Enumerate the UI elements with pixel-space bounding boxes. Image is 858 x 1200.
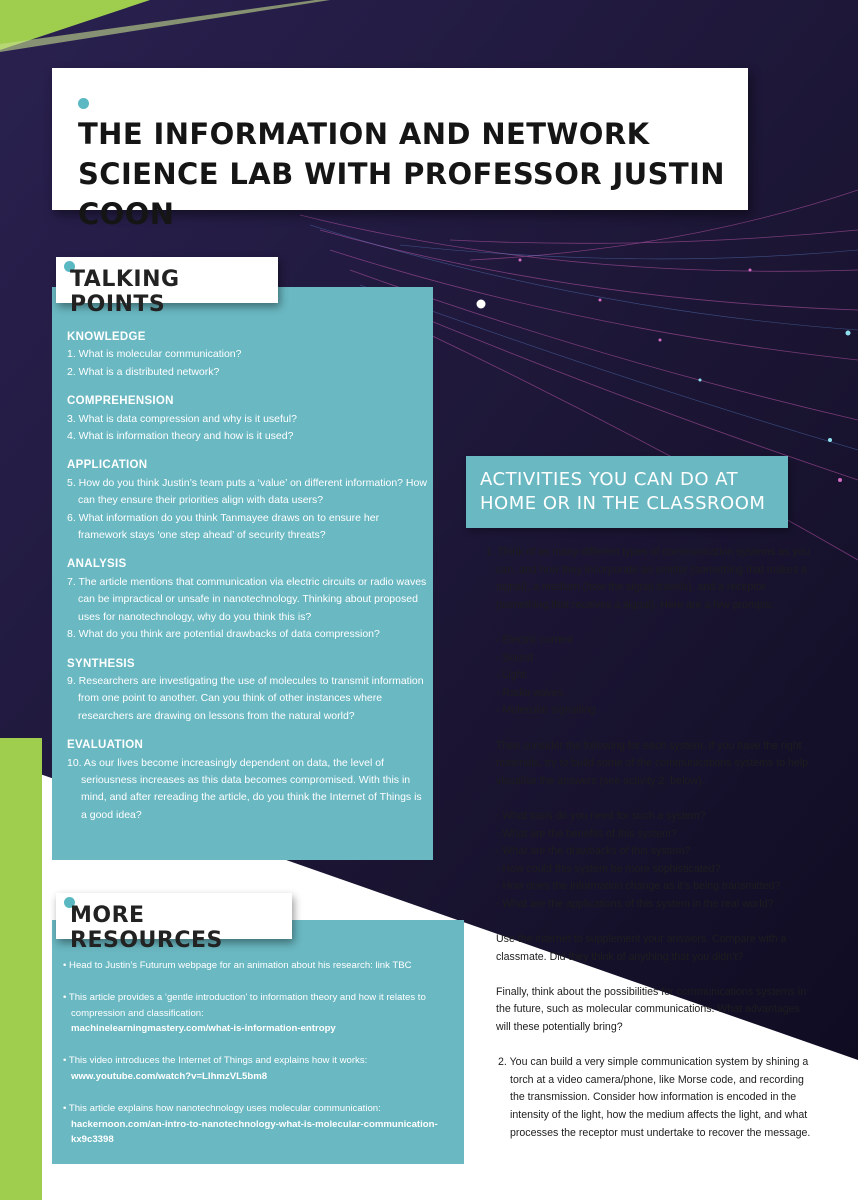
activity-item-2: 2. You can build a very simple communication system by shining a torch at a video camera/phone, like Morse code, and recording the transmission. Consider how information is encoded in the intensity of the light, how the medium affects the light, and what processes the receptor must undertake to recover the message. [498,1056,811,1139]
question-item: 8. What do you think are potential drawbacks of data compression? [67,628,380,641]
resource-item [63,990,458,1037]
section-heading-comprehension: COMPREHENSION [67,395,174,408]
resources-list [63,958,458,1164]
consider-paragraph: Then consider the following for each system. If you have the right materials, try to build some of the communications systems to help visualise the answers (see activity 2, below). [496,739,809,787]
question-line: - What are the drawbacks of this system? [496,845,691,858]
section-heading-evaluation: EVALUATION [67,739,144,752]
bullet-dot-icon [78,98,89,109]
talking-points-heading-card [56,257,278,317]
question-item: 9. Researchers are investigating the use of molecules to transmit information from one point to another. Can you think of other instances where researchers are drawing on lessons from the natural world? [67,674,424,722]
resource-text: • Head to Justin’s Futurum webpage for an animation about his research: link TBC [63,960,412,971]
resource-link[interactable]: machinelearningmastery.com/what-is-information-entropy [71,1023,336,1035]
prompt-item: - Electric current [496,633,574,646]
question-item: 6. What information do you think Tanmayee draws on to ensure her framework stays ‘one step ahead’ of security threats? [67,511,380,542]
section-heading-synthesis: SYNTHESIS [67,657,135,670]
talking-points-body [67,329,427,824]
title-card [52,68,748,231]
resource-text: • This video introduces the Internet of Things and explains how it works: [63,1055,368,1067]
question-item: 10. As our lives become increasingly dependent on data, the level of seriousness increases as this data becomes compromised. With this in mind, and after rereading the article, do you think the Internet of Things is a good idea? [67,756,422,821]
resource-item [63,1053,458,1085]
activities-heading-card [466,456,788,528]
prompt-item: - Sound [496,651,534,664]
activities-heading: ACTIVITIES YOU CAN DO AT HOME OR IN THE CLASSROOM [480,469,766,514]
activity-item-1: 1. Think of as many different types of communication systems as you can, and how they incorporate an emitter (something that makes a signal), a medium (how the signal travels), and a receptor (something that receives a signal). Here are a few prompts: [486,546,810,611]
question-item: 2. What is a distributed network? [67,365,220,378]
internet-paragraph: Use the internet to supplement your answers. Compare with a classmate. Did they think of anything that you didn’t? [496,933,787,963]
question-line: - What are the applications of this system in the real world? [496,897,774,910]
question-line: - How could this system be more sophisticated? [496,862,721,875]
question-line: - What are the benefits of this system? [496,827,677,840]
green-accent-band [0,738,42,1200]
section-heading-analysis: ANALYSIS [67,558,127,571]
resource-link[interactable]: hackernoon.com/an-intro-to-nanotechnology-what-is-molecular-communication-kx9c3398 [71,1118,438,1146]
resource-text: • This article explains how nanotechnology uses molecular communication: [63,1102,381,1114]
question-item: 7. The article mentions that communication via electric circuits or radio waves can be impractical or unsafe in nanotechnology. Thinking about proposed uses for nanotechnology, why do you think this is? [67,575,427,623]
resources-heading-card [56,893,292,953]
section-heading-knowledge: KNOWLEDGE [67,331,146,343]
question-item: 5. How do you think Justin’s team puts a ‘value’ on different information? How can they ensure their priorities align with data users? [67,476,427,507]
resources-heading: MORE RESOURCES [70,903,223,953]
section-heading-application: APPLICATION [67,459,148,472]
prompt-item: - Molecular signalling [496,704,596,717]
question-item: 4. What is information theory and how is it used? [67,430,294,443]
prompt-item: - Light [496,669,526,682]
question-line: - What tools do you need for such a system? [496,809,706,822]
question-item: 1. What is molecular communication? [67,348,242,361]
prompt-item: - Radio waves [496,686,564,699]
question-line: - How does the information change as it’s being transmitted? [496,880,781,893]
resource-item [63,1101,458,1148]
resource-text: • This article provides a ‘gentle introduction’ to information theory and how it relates to compression and classification: [63,991,426,1019]
resource-link[interactable]: www.youtube.com/watch?v=LlhmzVL5bm8 [71,1070,268,1082]
talking-points-heading: TALKING POINTS [70,267,180,317]
question-item: 3. What is data compression and why is it useful? [67,412,297,425]
activities-body [486,544,816,1142]
resource-item [63,958,458,974]
page-title: THE INFORMATION AND NETWORK SCIENCE LAB WITH PROFESSOR JUSTIN COON [78,117,725,231]
finally-paragraph: Finally, think about the possibilities for communications systems in the future, such as molecular communications. What advantages will these potentially bring? [496,985,807,1034]
